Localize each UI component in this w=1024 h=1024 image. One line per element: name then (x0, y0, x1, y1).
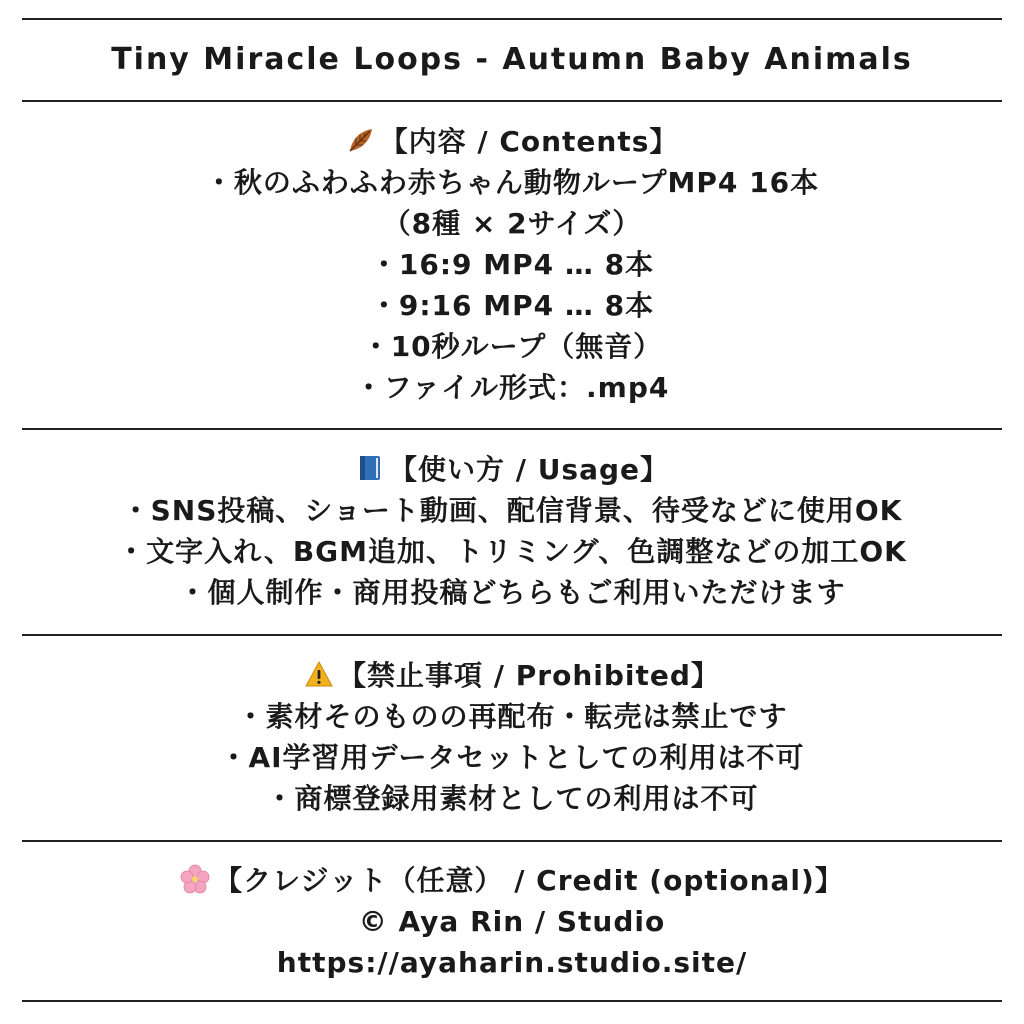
cherry-blossom-icon (180, 864, 210, 894)
credit-heading-text: 【クレジット（任意） / Credit (optional)】 (214, 864, 844, 897)
usage-heading-text: 【使い方 / Usage】 (388, 453, 670, 486)
divider (22, 634, 1002, 636)
contents-heading-text: 【内容 / Contents】 (379, 125, 679, 158)
credit-line: © Aya Rin / Studio (358, 905, 666, 938)
prohibited-line: ・商標登録用素材としての利用は不可 (265, 782, 759, 815)
warning-icon (304, 659, 334, 689)
blue-book-icon (355, 453, 385, 483)
contents-line: ・9:16 MP4 … 8本 (369, 289, 655, 322)
contents-line: ・秋のふわふわ赤ちゃん動物ループMP4 16本 (204, 166, 820, 199)
prohibited-line: ・素材そのものの再配布・転売は禁止です (236, 700, 788, 733)
usage-line: ・個人制作・商用投稿どちらもご利用いただけます (178, 576, 846, 609)
prohibited-heading-text: 【禁止事項 / Prohibited】 (338, 659, 720, 692)
divider (22, 18, 1002, 20)
contents-line: ・ファイル形式：.mp4 (354, 371, 670, 404)
contents-line: （8種 × 2サイズ） (382, 207, 642, 240)
page-title: Tiny Miracle Loops - Autumn Baby Animals (111, 42, 913, 77)
contents-line: ・16:9 MP4 … 8本 (369, 248, 655, 281)
credit-heading (0, 861, 1024, 901)
divider (22, 428, 1002, 430)
prohibited-line: ・AI学習用データセットとしての利用は不可 (219, 741, 805, 774)
usage-heading (0, 450, 1024, 490)
usage-line: ・SNS投稿、ショート動画、配信背景、待受などに使用OK (121, 494, 903, 527)
contents-heading (0, 122, 1024, 162)
divider (22, 100, 1002, 102)
usage-line: ・文字入れ、BGM追加、トリミング、色調整などの加工OK (117, 535, 907, 568)
credit-url[interactable]: https://ayaharin.studio.site/ (276, 946, 748, 979)
divider (22, 1000, 1002, 1002)
divider (22, 840, 1002, 842)
fallen-leaf-icon (346, 125, 376, 155)
prohibited-heading (0, 656, 1024, 696)
contents-line: ・10秒ループ（無音） (361, 330, 663, 363)
